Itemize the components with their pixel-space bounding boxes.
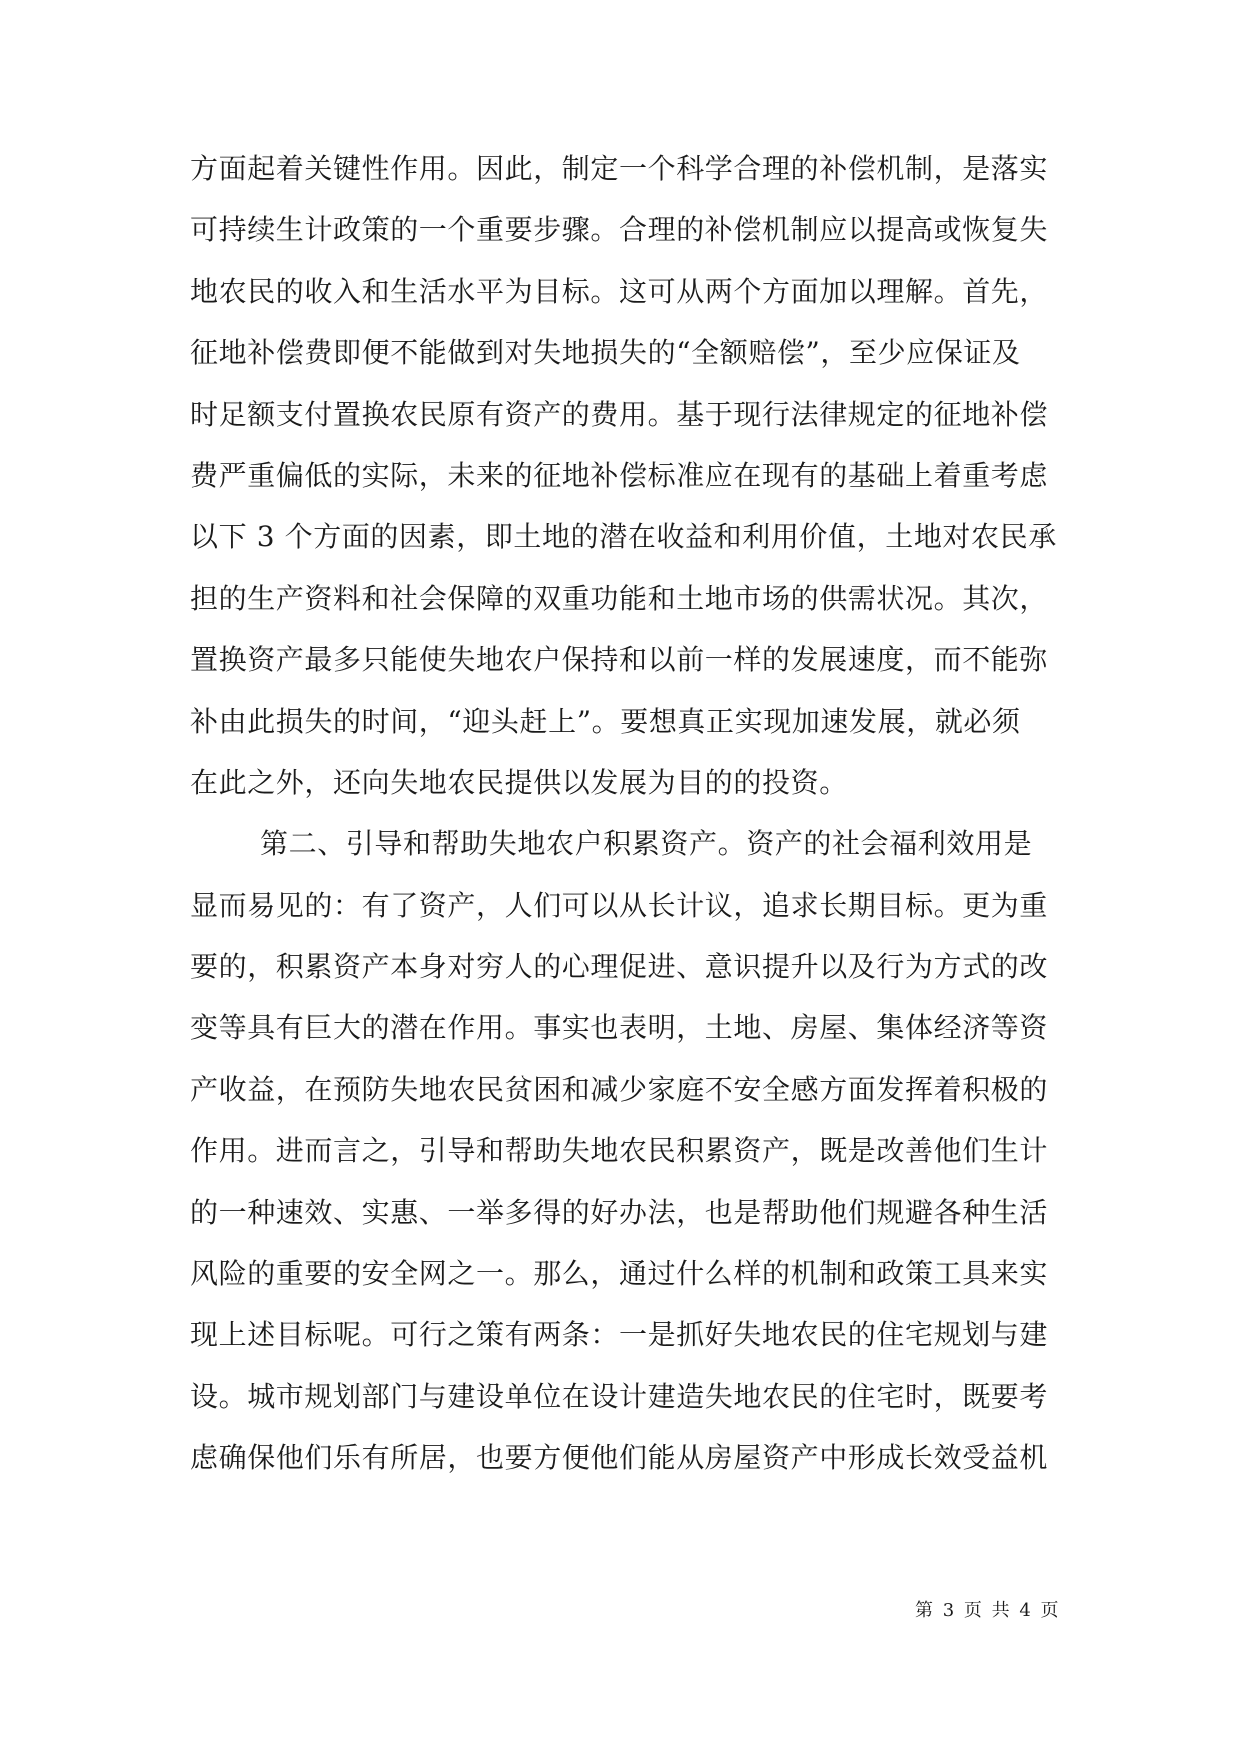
text-line: 补由此损失的时间，“迎头赶上”。要想真正实现加速发展，就必须 <box>190 704 1021 738</box>
text-line: 地农民的收入和生活水平为目标。这可从两个方面加以理解。首先， <box>190 274 1049 308</box>
paragraph-start-line: 第二、引导和帮助失地农户积累资产。资产的社会福利效用是 <box>260 827 1033 861</box>
text-line: 置换资产最多只能使失地农户保持和以前一样的发展速度，而不能弥 <box>190 643 1049 677</box>
text-line: 时足额支付置换农民原有资产的费用。基于现行法律规定的征地补偿 <box>190 397 1049 431</box>
text-line: 以下 3 个方面的因素，即土地的潜在收益和利用价值，土地对农民承 <box>190 520 1057 554</box>
body-text <box>190 138 1057 1489</box>
text-line: 现上述目标呢。可行之策有两条：一是抓好失地农民的住宅规划与建 <box>190 1318 1049 1352</box>
text-line: 可持续生计政策的一个重要步骤。合理的补偿机制应以提高或恢复失 <box>190 213 1049 247</box>
text-line: 显而易见的：有了资产，人们可以从长计议，追求长期目标。更为重 <box>190 888 1049 922</box>
text-line: 的一种速效、实惠、一举多得的好办法，也是帮助他们规避各种生活 <box>190 1195 1049 1229</box>
text-line: 作用。进而言之，引导和帮助失地农民积累资产，既是改善他们生计 <box>190 1134 1049 1168</box>
text-line: 费严重偏低的实际，未来的征地补偿标准应在现有的基础上着重考虑 <box>190 458 1049 492</box>
text-line: 风险的重要的安全网之一。那么，通过什么样的机制和政策工具来实 <box>190 1257 1049 1291</box>
text-line: 产收益，在预防失地农民贫困和减少家庭不安全感方面发挥着积极的 <box>190 1072 1049 1106</box>
page-footer <box>0 1596 1241 1626</box>
text-line: 方面起着关键性作用。因此，制定一个科学合理的补偿机制，是落实 <box>190 152 1049 185</box>
text-line: 虑确保他们乐有所居，也要方便他们能从房屋资产中形成长效受益机 <box>190 1441 1049 1475</box>
text-line: 变等具有巨大的潜在作用。事实也表明，土地、房屋、集体经济等资 <box>190 1011 1049 1045</box>
page-number: 第 3 页 共 4 页 <box>915 1600 1061 1621</box>
text-line: 设。城市规划部门与建设单位在设计建造失地农民的住宅时，既要考 <box>190 1379 1049 1413</box>
text-line: 在此之外，还向失地农民提供以发展为目的的投资。 <box>190 765 848 799</box>
text-line: 要的，积累资产本身对穷人的心理促进、意识提升以及行为方式的改 <box>190 950 1049 984</box>
text-line: 担的生产资料和社会保障的双重功能和土地市场的供需状况。其次， <box>190 581 1049 615</box>
text-line: 征地补偿费即便不能做到对失地损失的“全额赔偿”，至少应保证及 <box>190 336 1021 370</box>
